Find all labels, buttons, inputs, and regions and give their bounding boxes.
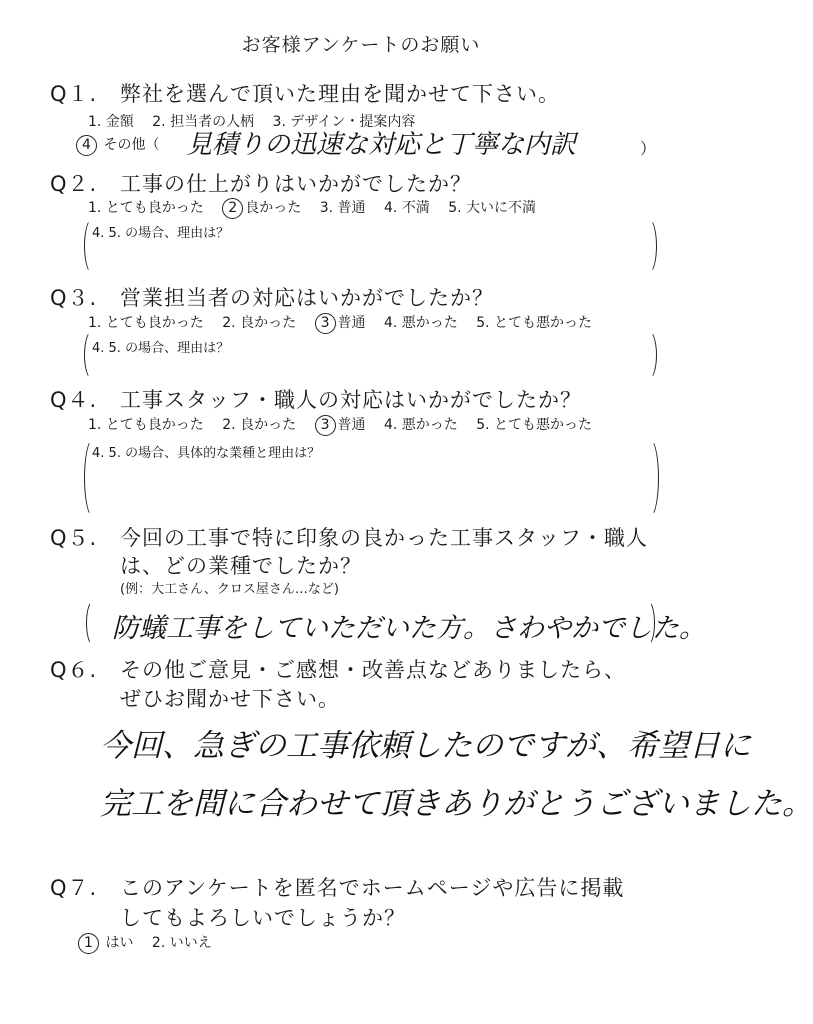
q3-option-5[interactable]: 5. とても悪かった [476,315,593,331]
q4-text: 工事スタッフ・職人の対応はいかがでしたか？ [120,388,582,412]
page-title: お客様アンケートのお願い [241,34,481,56]
q4-option-3-label[interactable]: 普通 [337,417,366,433]
q1-text: 弊社を選んで頂いた理由を聞かせて下さい。 [120,82,560,106]
q1-question [50,78,560,108]
q4-option-5[interactable]: 5. とても悪かった [476,417,593,433]
q7-options [78,932,226,954]
q2-question [50,168,472,198]
q3-option-1[interactable]: 1. とても良かった [88,315,204,331]
q7-text-line1: このアンケートを匿名でホームページや広告に掲載 [120,876,625,900]
q1-close-paren: ） [640,139,657,158]
q1-other-row [76,134,159,156]
q5-example: (例：大工さん、クロス屋さん…など) [120,582,339,597]
q3-reason-bracket-right [640,330,657,380]
q3-number: Q３. [50,286,98,310]
q3-options [88,312,606,334]
q6-text-line2: ぜひお聞かせ下さい。 [120,687,340,711]
q3-selected-circle[interactable]: 3 [315,313,336,334]
q1-number: Q１. [50,82,98,106]
q4-option-2[interactable]: 2. 良かった [222,417,297,433]
q2-options [88,197,550,219]
q1-handwritten-answer: 見積りの迅速な対応と丁寧な内訳 [186,130,577,160]
q3-option-2[interactable]: 2. 良かった [222,315,297,331]
q4-options [88,414,606,436]
q5-question [50,522,648,552]
q2-option-3[interactable]: 3. 普通 [319,200,366,216]
q5-answer-bracket-left [86,600,101,646]
q4-reason-label: 4. 5. の場合、具体的な業種と理由は？ [92,446,321,461]
q6-number: Q６. [50,658,98,682]
q5-text-line1: 今回の工事で特に印象の良かった工事スタッフ・職人 [120,526,648,550]
q2-number: Q２. [50,172,98,196]
q2-option-4[interactable]: 4. 不満 [383,200,430,216]
q2-text: 工事の仕上がりはいかがでしたか？ [120,172,472,196]
q2-reason-label: 4. 5. の場合、理由は？ [92,226,230,241]
q2-option-5[interactable]: 5. 大いに不満 [448,200,537,216]
q6-handwritten-answer-line1: 今回、急ぎの工事依頼したのですが、希望日に [100,728,751,764]
q1-option-2[interactable]: 2. 担当者の人柄 [152,114,255,130]
q5-number: Q５. [50,526,98,550]
q2-reason-bracket-right [640,218,657,274]
q7-number: Q７. [50,876,98,900]
q4-option-4[interactable]: 4. 悪かった [383,417,458,433]
q5-text-line2: は、どの業種でしたか？ [120,554,362,578]
q3-option-4[interactable]: 4. 悪かった [383,315,458,331]
q6-text-line1: その他ご意見・ご感想・改善点などありましたら、 [120,658,626,682]
q3-question [50,282,494,312]
q4-selected-circle[interactable]: 3 [315,415,336,436]
q3-reason-label: 4. 5. の場合、理由は？ [92,341,230,356]
q7-question [50,872,624,902]
q1-option-3[interactable]: 3. デザイン・提案内容 [272,114,416,130]
q7-option-2[interactable]: 2. いいえ [151,935,212,951]
q2-option-2-label[interactable]: 良かった [245,200,302,216]
q6-question [50,654,626,684]
q5-handwritten-answer: 防蟻工事をしていただいた方。さわやかでした。 [112,613,706,644]
q7-text-line2: してもよろしいでしょうか？ [120,906,406,930]
q3-text: 営業担当者の対応はいかがでしたか？ [120,286,494,310]
q2-selected-circle[interactable]: 2 [222,198,243,219]
q1-selected-circle[interactable]: 4 [76,135,97,156]
q4-question [50,384,582,414]
q6-handwritten-answer-line2: 完工を間に合わせて頂きありがとうございました。 [100,786,813,822]
q4-number: Q４. [50,388,98,412]
q7-selected-circle[interactable]: 1 [78,933,99,954]
q1-other-label: その他（ [103,137,160,153]
q4-option-1[interactable]: 1. とても良かった [88,417,204,433]
q3-option-3-label[interactable]: 普通 [337,315,366,331]
q1-option-1[interactable]: 1. 金額 [88,114,134,130]
q7-option-1-label[interactable]: はい [105,935,134,951]
q2-option-1[interactable]: 1. とても良かった [88,200,204,216]
q4-reason-bracket-right [640,438,659,518]
